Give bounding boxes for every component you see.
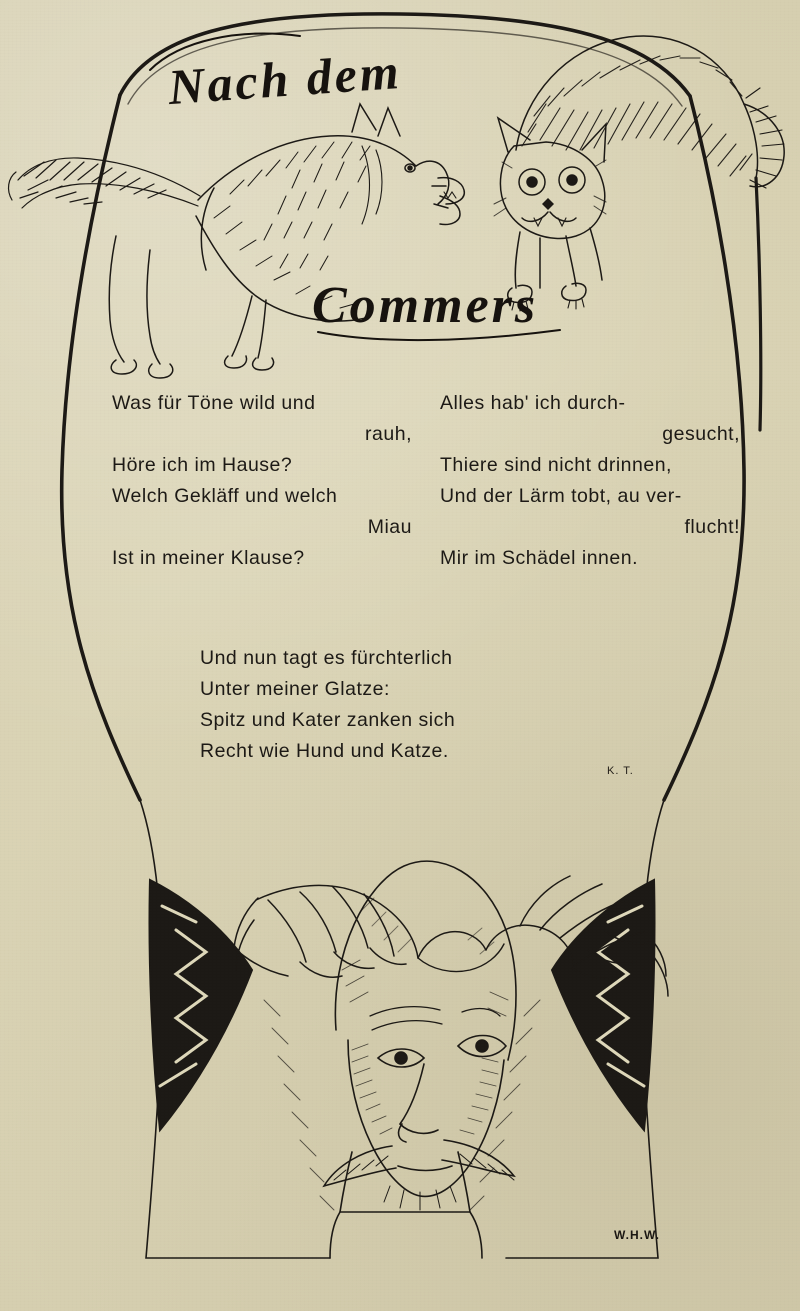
- poem-line: Unter meiner Glatze:: [200, 678, 390, 700]
- poem-column-left: [112, 388, 412, 574]
- poem-line: Miau: [367, 516, 412, 538]
- poem-line: flucht!: [684, 516, 740, 538]
- cat-illustration: [494, 36, 784, 430]
- poem-line: Spitz und Kater zanken sich: [200, 709, 456, 731]
- poem-line: Recht wie Hund und Katze.: [200, 740, 449, 762]
- poem-line: rauh,: [365, 423, 412, 445]
- poem-line: Thiere sind nicht drinnen,: [440, 454, 672, 476]
- poem-line: Mir im Schädel innen.: [440, 547, 638, 569]
- title-line-2: Commers: [312, 277, 539, 334]
- artist-signature: W.H.W.: [614, 1228, 660, 1242]
- poem-line: Und der Lärm tobt, au ver-: [440, 485, 682, 507]
- title-line-1: Nach dem: [166, 42, 404, 116]
- poem-line: Alles hab' ich durch-: [440, 392, 626, 414]
- poem-line: Welch Gekläff und welch: [112, 485, 338, 507]
- poem-line: Und nun tagt es fürchterlich: [200, 647, 453, 669]
- poem-line: Höre ich im Hause?: [112, 454, 293, 476]
- dog-illustration: [9, 104, 465, 378]
- poem-column-right: [440, 388, 740, 574]
- bald-man-with-hands-on-head-illustration: [140, 800, 668, 1258]
- poem-line: Ist in meiner Klause?: [112, 547, 305, 569]
- poem-line: Was für Töne wild und: [112, 392, 316, 414]
- poem-final-stanza: [200, 643, 620, 767]
- poem-line: gesucht,: [662, 423, 740, 445]
- poet-initials: K. T.: [607, 765, 634, 777]
